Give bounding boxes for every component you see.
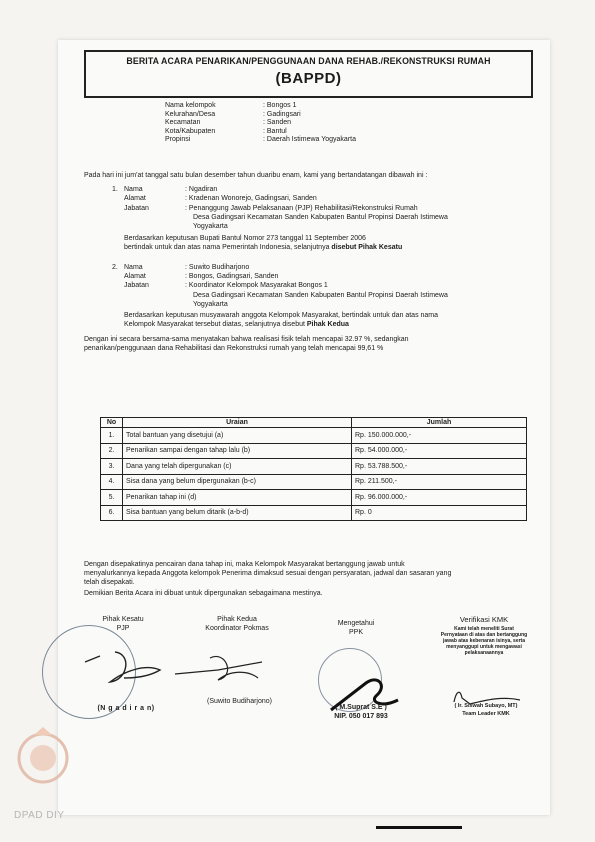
closing-line1: Dengan disepakatinya pencairan dana tahap ini, maka Kelompok Masyarakat bertanggung jawab untuk <box>84 561 405 568</box>
party2-alamat: : Bongos, Gadingsari, Sanden <box>185 273 279 280</box>
statement-line1: Dengan ini secara bersama-sama menyatakan bahwa realisasi fisik telah mencapai 32.97 %, sedangkan <box>84 336 409 343</box>
intro-text: Pada hari ini jum'at tanggal satu bulan desember tahun duaribu enam, kami yang bertandatangan dibawah ini : <box>84 172 428 179</box>
sig4-role: Team Leader KMK <box>462 711 510 717</box>
table-row: 1. Total bantuan yang disetujui (a) Rp. 150.000.000,- <box>101 428 527 444</box>
party1-sebutan: disebut Pihak Kesatu <box>331 244 403 251</box>
sig1-name: (N g a d i r a n) <box>97 705 155 712</box>
party2-tindak: Kelompok Masyarakat tersebut diatas, selanjutnya disebut Pihak Kedua <box>124 321 349 328</box>
sig1-signature <box>80 640 170 690</box>
table-row: 4. Sisa dana yang belum dipergunakan (b-c) Rp. 211.500,- <box>101 474 527 490</box>
title-box <box>84 50 533 98</box>
party1-jabatan-line3: Yogyakarta <box>193 223 228 230</box>
party2-jabatan-label: Jabatan <box>124 282 149 289</box>
sig3-nip: NIP. 050 017 893 <box>334 713 388 720</box>
sig2-signature <box>170 640 270 690</box>
party1-jabatan: : Penanggung Jawab Pelaksanaan (PJP) Rehabilitasi/Rekonstruksi Rumah <box>185 205 418 212</box>
party1-number: 1. <box>112 186 118 193</box>
document-subtitle: (BAPPD) <box>275 70 342 87</box>
party1-jabatan-line2: Desa Gadingsari Kecamatan Sanden Kabupaten Bantul Propinsi Daerah Istimewa <box>193 214 448 221</box>
party2-jabatan-line2: Desa Gadingsari Kecamatan Sanden Kabupaten Bantul Propinsi Daerah Istimewa <box>193 292 448 299</box>
table-row: 2. Penarikan sampai dengan tahap lalu (b) Rp. 54.000.000,- <box>101 443 527 459</box>
sig3-name: ( M.Suprat S.E ) <box>335 704 387 711</box>
closing-line3: telah disepakati. <box>84 579 135 586</box>
party2-nama: : Suwito Budiharjono <box>185 264 250 271</box>
party1-nama-label: Nama <box>124 186 143 193</box>
party1-alamat: : Kradenan Wonorejo, Gadingsari, Sanden <box>185 195 317 202</box>
sig2-name: (Suwito Budiharjono) <box>207 698 272 705</box>
funds-table <box>100 417 527 521</box>
party1-nama: : Ngadiran <box>185 186 218 193</box>
sig1-title: Pihak Kesatu <box>102 616 144 623</box>
info-row: Kelurahan/Desa : Gadingsari <box>165 110 301 118</box>
sig1-role: PJP <box>116 625 130 632</box>
party2-sebutan: Pihak Kedua <box>306 321 349 328</box>
footer-watermark: DPAD DIY <box>14 810 65 821</box>
party2-jabatan: : Koordinator Kelompok Masyarakat Bongos 1 <box>185 282 328 289</box>
sig2-title: Pihak Kedua <box>217 616 257 623</box>
party1-alamat-label: Alamat <box>124 195 146 202</box>
info-row: Propinsi : Daerah Istimewa Yogyakarta <box>165 136 356 144</box>
group-info <box>165 102 356 145</box>
sig4-name: ( Ir. Siswah Subayo, MT) <box>454 703 518 709</box>
info-row: Kota/Kabupaten : Bantul <box>165 127 287 135</box>
table-row: 6. Sisa bantuan yang belum ditarik (a-b-d) Rp. 0 <box>101 505 527 521</box>
party2-dasar: Berdasarkan keputusan musyawarah anggota Kelompok Masyarakat, bertindak untuk dan atas nama <box>124 312 439 319</box>
table-header-row <box>101 418 527 428</box>
dpad-logo-icon <box>14 725 72 787</box>
header-jumlah: Jumlah <box>352 418 527 428</box>
header-uraian: Uraian <box>123 418 352 428</box>
table-row: 3. Dana yang telah dipergunakan (c) Rp. 53.788.500,- <box>101 459 527 475</box>
party2-alamat-label: Alamat <box>124 273 146 280</box>
party2-nama-label: Nama <box>124 264 143 271</box>
party2-number: 2. <box>112 264 118 271</box>
bottom-bar <box>376 826 462 829</box>
party1-jabatan-label: Jabatan <box>124 205 149 212</box>
sig3-title: Mengetahui <box>337 620 375 627</box>
party2-jabatan-line3: Yogyakarta <box>193 301 228 308</box>
closing-line2: menyalurkannya kepada Anggota kelompok Penerima dimaksud sesuai dengan persyaratan, jadwal dan sasaran yang <box>84 570 452 577</box>
table-row: 5. Penarikan tahap ini (d) Rp. 96.000.000,- <box>101 490 527 506</box>
kmk-verification-note: Kami telah meneliti Surat Pernyataan di atas dan bertanggung jawab atas kebenaran isinya, serta menyanggupi untuk mengawasi pelaksanaannya <box>440 626 528 656</box>
closing-line4: Demikian Berita Acara ini dibuat untuk dipergunakan sebagaimana mestinya. <box>84 590 323 597</box>
header-no: No <box>101 418 123 428</box>
info-row: Nama kelompok : Bongos 1 <box>165 102 297 109</box>
party1-tindak: bertindak untuk dan atas nama Pemerintah Indonesia, selanjutnya disebut Pihak Kesatu <box>124 244 403 251</box>
statement-line2: penarikan/penggunaan dana Rehabilitasi dan Rekonstruksi rumah yang telah mencapai 99,61 % <box>84 345 384 352</box>
info-row: Kecamatan : Sanden <box>165 119 292 127</box>
sig4-title: Verifikasi KMK <box>459 615 509 624</box>
sig2-role: Koordinator Pokmas <box>205 625 269 632</box>
document-title: BERITA ACARA PENARIKAN/PENGGUNAAN DANA REHAB./REKONSTRUKSI RUMAH <box>126 56 491 66</box>
sig3-role: PPK <box>348 629 363 636</box>
party1-dasar: Berdasarkan keputusan Bupati Bantul Nomor 273 tanggal 11 September 2006 <box>124 235 366 242</box>
